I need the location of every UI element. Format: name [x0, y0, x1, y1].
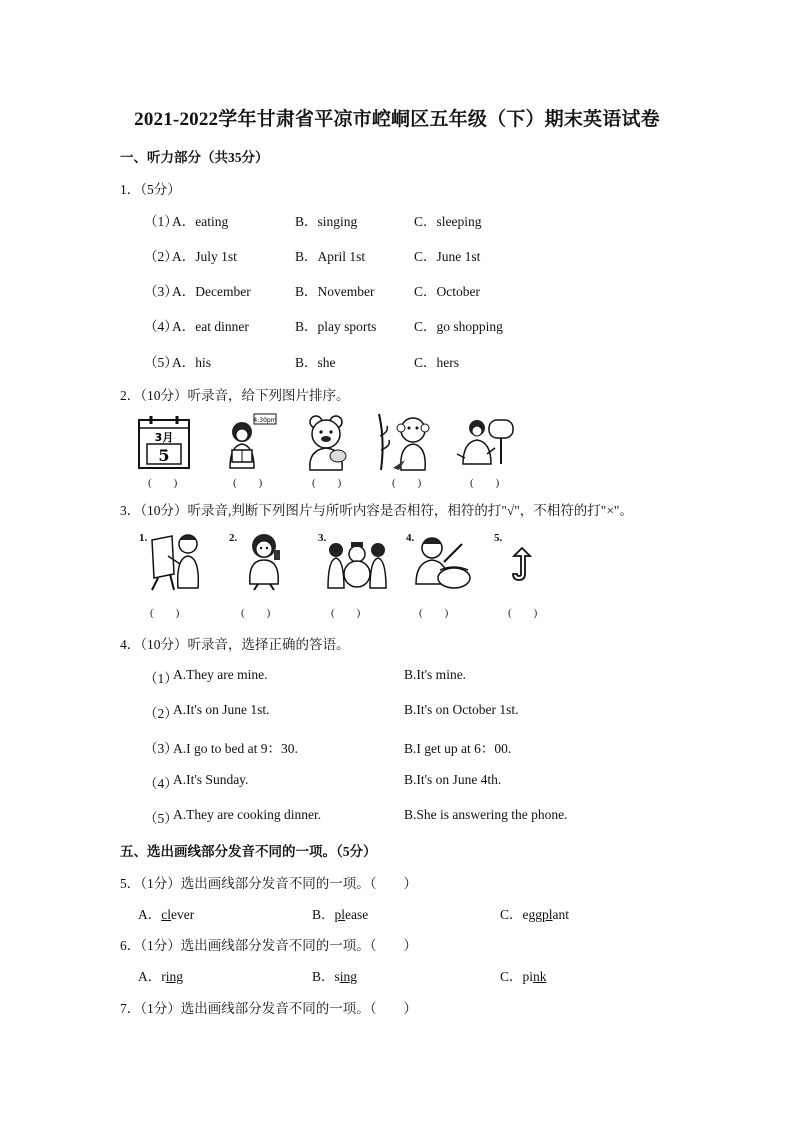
q4-option-a[interactable]: A.They are mine.: [173, 667, 268, 682]
q1-option-c[interactable]: C．sleeping: [414, 214, 482, 229]
q4-stem: 4．（10分）听录音，选择正确的答语。: [120, 637, 350, 652]
q1-option-b[interactable]: B．November: [295, 284, 375, 299]
monkey-picture: [375, 410, 433, 472]
q3-label-1: 1.: [139, 532, 148, 544]
q1-option-b[interactable]: B．she: [295, 355, 336, 370]
q1-item-num: （5）: [144, 355, 178, 370]
word-part: egg: [522, 907, 543, 922]
option-prefix: C．: [500, 969, 523, 984]
word-part: ease: [345, 907, 369, 922]
underlined-part: ing: [339, 969, 358, 984]
option-prefix: A．: [138, 969, 162, 984]
q1-item-num: （1）: [144, 214, 178, 229]
q5-option-b[interactable]: [312, 903, 368, 923]
underlined-part: pl: [334, 907, 346, 922]
q3-label-5: 5.: [494, 532, 503, 544]
q3-blank-4[interactable]: ( ): [419, 607, 449, 619]
q4-item-num: （3）: [144, 741, 178, 756]
q5-stem: 5．（1分）选出画线部分发音不同的一项。（ ）: [120, 876, 417, 891]
q1-option-c[interactable]: C．hers: [414, 355, 459, 370]
q1-item-num: （4）: [144, 319, 178, 334]
q4-item-num: （2）: [144, 706, 178, 721]
q7-stem: 7．（1分）选出画线部分发音不同的一项。（ ）: [120, 1001, 417, 1016]
q3-blank-5[interactable]: ( ): [508, 607, 538, 619]
girl-phone-picture: [240, 530, 290, 592]
q2-blank-3[interactable]: ( ): [312, 477, 342, 489]
q4-option-b[interactable]: B.It's mine.: [404, 667, 467, 682]
q5-option-a[interactable]: [138, 903, 194, 923]
q2-stem: 2．（10分）听录音，给下列图片排序。: [120, 388, 350, 403]
underlined-part: ing: [165, 969, 184, 984]
q3-blank-2[interactable]: ( ): [241, 607, 271, 619]
q1-option-b[interactable]: B．singing: [295, 214, 358, 229]
calendar-day-label: 5: [158, 446, 170, 465]
q5-option-c[interactable]: [500, 903, 569, 923]
snowman-kids-picture: [326, 534, 388, 592]
q2-blank-5[interactable]: ( ): [470, 477, 500, 489]
q6-option-b[interactable]: [312, 965, 357, 985]
q6-stem: 6．（1分）选出画线部分发音不同的一项。（ ）: [120, 938, 417, 953]
option-prefix: B．: [312, 907, 335, 922]
q6-option-a[interactable]: [138, 965, 183, 985]
hook-picture: [510, 546, 534, 582]
q1-option-a[interactable]: A．eat dinner: [172, 319, 249, 334]
painting-boy-picture: [146, 530, 204, 592]
underlined-part: cl: [161, 907, 171, 922]
q1-option-a[interactable]: A．his: [172, 355, 212, 370]
q1-option-b[interactable]: B．April 1st: [295, 249, 366, 264]
mailbox-girl-picture: [455, 414, 517, 470]
q4-item-num: （4）: [144, 776, 178, 791]
q1-option-a[interactable]: A．July 1st: [172, 249, 237, 264]
q1-option-c[interactable]: C．go shopping: [414, 319, 503, 334]
underlined-part: nk: [533, 969, 547, 984]
word-part: ant: [552, 907, 570, 922]
word-part: pi: [522, 969, 534, 984]
q2-blank-1[interactable]: ( ): [148, 477, 178, 489]
q4-item-num: （1）: [144, 671, 178, 686]
q6-option-c[interactable]: [500, 965, 547, 985]
q4-option-a[interactable]: A.It's on June 1st.: [173, 702, 270, 717]
option-prefix: A．: [138, 907, 162, 922]
q1-option-c[interactable]: C．June 1st: [414, 249, 481, 264]
q4-option-b[interactable]: B.She is answering the phone.: [404, 807, 568, 822]
section-heading-listening: 一、听力部分（共35分）: [120, 150, 269, 165]
word-part: ever: [171, 907, 195, 922]
q3-stem: 3．（10分）听录音,判断下列图片与所听内容是否相符，相符的打"√"，不相符的打"×"。: [120, 503, 633, 518]
q4-option-a[interactable]: A.I go to bed at 9：30.: [173, 741, 298, 756]
q4-option-a[interactable]: A.It's Sunday.: [173, 772, 249, 787]
reading-girl-picture: [222, 412, 278, 472]
q3-label-4: 4.: [406, 532, 415, 544]
q1-option-b[interactable]: B．play sports: [295, 319, 377, 334]
q4-option-b[interactable]: B.It's on October 1st.: [404, 702, 519, 717]
q1-item-num: （3）: [144, 284, 178, 299]
page-title: 2021-2022学年甘肃省平凉市崆峒区五年级（下）期末英语试卷: [134, 109, 660, 130]
q3-label-3: 3.: [318, 532, 327, 544]
calendar-picture: [137, 414, 191, 470]
q3-blank-1[interactable]: ( ): [150, 607, 180, 619]
q3-blank-3[interactable]: ( ): [331, 607, 361, 619]
q2-blank-2[interactable]: ( ): [233, 477, 263, 489]
section-heading-pronunciation: 五、选出画线部分发音不同的一项。（5分）: [120, 844, 377, 859]
q3-label-2: 2.: [229, 532, 238, 544]
q1-option-a[interactable]: A．December: [172, 284, 251, 299]
clock-sign-label: 4:30pm: [253, 417, 277, 424]
q4-option-a[interactable]: A.They are cooking dinner.: [173, 807, 322, 822]
underlined-part: pl: [542, 907, 553, 922]
q1-option-a[interactable]: A．eating: [172, 214, 229, 229]
q1-item-num: （2）: [144, 249, 178, 264]
q2-blank-4[interactable]: ( ): [392, 477, 422, 489]
option-prefix: C．: [500, 907, 523, 922]
calendar-month-label: 3月: [154, 431, 174, 444]
bear-picture: [302, 414, 352, 472]
q1-option-c[interactable]: C．October: [414, 284, 480, 299]
q4-option-b[interactable]: B.I get up at 6：00.: [404, 741, 512, 756]
q4-item-num: （5）: [144, 811, 178, 826]
word-part: s: [334, 969, 340, 984]
q1-stem: 1．（5分）: [120, 182, 181, 197]
option-prefix: B．: [312, 969, 335, 984]
q4-option-b[interactable]: B.It's on June 4th.: [404, 772, 502, 787]
cooking-boy-picture: [410, 534, 472, 592]
word-part: r: [161, 969, 166, 984]
